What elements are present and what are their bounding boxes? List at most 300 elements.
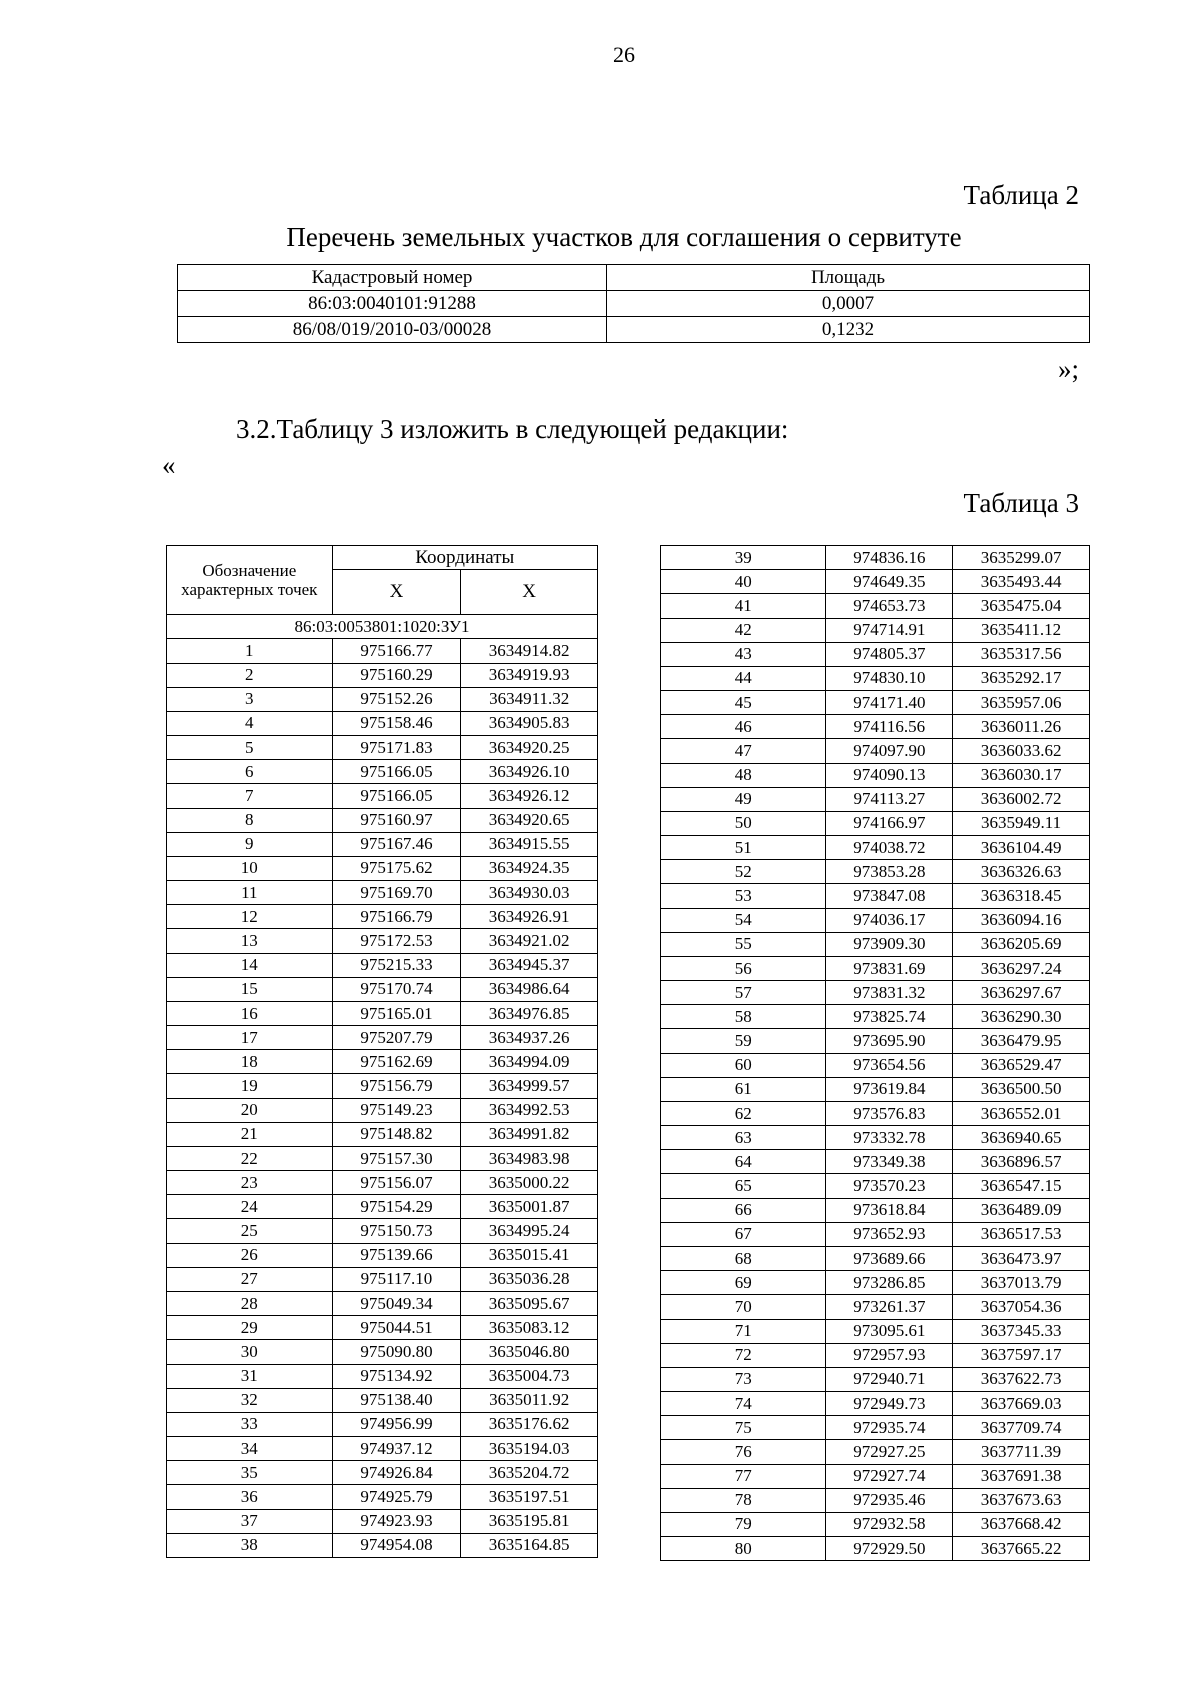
table-row: [167, 1485, 598, 1509]
table-row: [661, 1440, 1090, 1464]
x-coordinate-cell: 975157.30: [332, 1146, 461, 1170]
point-number-cell: 40: [661, 570, 826, 594]
servitude-parcels-table: [177, 264, 1090, 343]
x-coordinate-cell: 974714.91: [826, 618, 953, 642]
table-row: [661, 787, 1090, 811]
x-coordinate-cell: 974036.17: [826, 908, 953, 932]
y-coordinate-cell: 3635411.12: [953, 618, 1090, 642]
x-coordinate-cell: 974171.40: [826, 691, 953, 715]
y-coordinate-cell: 3635164.85: [461, 1533, 598, 1557]
table-row: [661, 1537, 1090, 1561]
table-row: [661, 1222, 1090, 1246]
x-coordinate-cell: 975158.46: [332, 711, 461, 735]
y-coordinate-cell: 3636473.97: [953, 1246, 1090, 1270]
y-coordinate-cell: 3636547.15: [953, 1174, 1090, 1198]
table-row: [661, 1295, 1090, 1319]
table-row: [167, 760, 598, 784]
table-row: [167, 711, 598, 735]
table-row: [661, 1271, 1090, 1295]
table-row: [167, 1050, 598, 1074]
y-coordinate-cell: 3636002.72: [953, 787, 1090, 811]
y-coordinate-cell: 3636297.24: [953, 956, 1090, 980]
point-number-cell: 55: [661, 932, 826, 956]
point-number-cell: 28: [167, 1291, 333, 1315]
x-coordinate-cell: 973095.61: [826, 1319, 953, 1343]
point-number-cell: 21: [167, 1122, 333, 1146]
x-coordinate-cell: 973652.93: [826, 1222, 953, 1246]
table-row: [661, 811, 1090, 835]
point-number-cell: 35: [167, 1461, 333, 1485]
x-coordinate-cell: 975166.77: [332, 639, 461, 663]
table-row: [167, 784, 598, 808]
x-coordinate-cell: 974113.27: [826, 787, 953, 811]
table-row: [167, 1098, 598, 1122]
x-coordinate-cell: 975207.79: [332, 1026, 461, 1050]
x-coordinate-cell: 975172.53: [332, 929, 461, 953]
point-number-cell: 27: [167, 1267, 333, 1291]
y-coordinate-cell: 3637673.63: [953, 1488, 1090, 1512]
point-number-cell: 52: [661, 860, 826, 884]
table-row: [167, 856, 598, 880]
x-coordinate-cell: 974925.79: [332, 1485, 461, 1509]
table-row: [167, 1437, 598, 1461]
y-coordinate-cell: 3636489.09: [953, 1198, 1090, 1222]
x-coordinate-cell: 972932.58: [826, 1512, 953, 1536]
table-row: [661, 763, 1090, 787]
y-coordinate-cell: 3637711.39: [953, 1440, 1090, 1464]
y-coordinate-cell: 3634937.26: [461, 1026, 598, 1050]
table-row: [167, 736, 598, 760]
point-number-cell: 17: [167, 1026, 333, 1050]
y-coordinate-cell: 3636033.62: [953, 739, 1090, 763]
x-coordinate-cell: 973909.30: [826, 932, 953, 956]
point-number-cell: 13: [167, 929, 333, 953]
point-number-cell: 46: [661, 715, 826, 739]
x-coordinate-cell: 974116.56: [826, 715, 953, 739]
y-coordinate-cell: 3634983.98: [461, 1146, 598, 1170]
x-coordinate-cell: 974926.84: [332, 1461, 461, 1485]
table-row: [661, 739, 1090, 763]
y-coordinate-cell: 3635197.51: [461, 1485, 598, 1509]
coordinates-header: Координаты: [332, 546, 597, 570]
table-row: [167, 929, 598, 953]
x-coordinate-cell: 973261.37: [826, 1295, 953, 1319]
y-coordinate-cell: 3637054.36: [953, 1295, 1090, 1319]
x-coordinate-cell: 972935.74: [826, 1416, 953, 1440]
y-coordinate-cell: 3636517.53: [953, 1222, 1090, 1246]
x-coordinate-cell: 975156.79: [332, 1074, 461, 1098]
table-row: [167, 1026, 598, 1050]
x-coordinate-cell: 975044.51: [332, 1316, 461, 1340]
point-number-cell: 70: [661, 1295, 826, 1319]
y-coordinate-cell: 3634905.83: [461, 711, 598, 735]
table-row: [661, 1416, 1090, 1440]
point-number-cell: 32: [167, 1388, 333, 1412]
point-number-cell: 53: [661, 884, 826, 908]
area-cell: 0,1232: [607, 317, 1090, 343]
x-coordinate-cell: 975138.40: [332, 1388, 461, 1412]
table-row: [167, 1388, 598, 1412]
x-coordinate-cell: 975139.66: [332, 1243, 461, 1267]
table-row: [661, 981, 1090, 1005]
y-coordinate-cell: 3634976.85: [461, 1001, 598, 1025]
point-number-cell: 50: [661, 811, 826, 835]
table-row: [661, 1392, 1090, 1416]
x-coordinate-cell: 973853.28: [826, 860, 953, 884]
point-number-cell: 39: [661, 546, 826, 570]
y-coordinate-cell: 3634992.53: [461, 1098, 598, 1122]
point-number-cell: 33: [167, 1412, 333, 1436]
x-coordinate-cell: 975162.69: [332, 1050, 461, 1074]
y-coordinate-cell: 3637345.33: [953, 1319, 1090, 1343]
point-number-cell: 76: [661, 1440, 826, 1464]
point-number-cell: 4: [167, 711, 333, 735]
coordinates-table-right: [660, 545, 1090, 1561]
y-coordinate-cell: 3635195.81: [461, 1509, 598, 1533]
y-coordinate-cell: 3636094.16: [953, 908, 1090, 932]
y-coordinate-cell: 3634926.91: [461, 905, 598, 929]
table-row: [661, 908, 1090, 932]
table-row: [167, 663, 598, 687]
point-number-cell: 60: [661, 1053, 826, 1077]
table-row: [167, 1195, 598, 1219]
point-number-cell: 30: [167, 1340, 333, 1364]
y-coordinate-cell: 3636011.26: [953, 715, 1090, 739]
x-coordinate-cell: 973618.84: [826, 1198, 953, 1222]
y-coordinate-cell: 3636030.17: [953, 763, 1090, 787]
x-coordinate-cell: 973831.32: [826, 981, 953, 1005]
point-number-cell: 72: [661, 1343, 826, 1367]
point-number-cell: 73: [661, 1367, 826, 1391]
point-number-cell: 10: [167, 856, 333, 880]
point-number-cell: 56: [661, 956, 826, 980]
point-number-cell: 71: [661, 1319, 826, 1343]
point-number-cell: 41: [661, 594, 826, 618]
section-heading: 3.2.Таблицу 3 изложить в следующей редакции:: [236, 414, 789, 444]
table-row: [661, 860, 1090, 884]
table-row: [167, 1219, 598, 1243]
x-coordinate-cell: 973349.38: [826, 1150, 953, 1174]
point-number-cell: 1: [167, 639, 333, 663]
point-number-cell: 68: [661, 1246, 826, 1270]
y-coordinate-cell: 3634921.02: [461, 929, 598, 953]
cadastral-number-cell: 86/08/019/2010-03/00028: [178, 317, 607, 343]
y-coordinate-cell: 3634919.93: [461, 663, 598, 687]
x-coordinate-cell: 974836.16: [826, 546, 953, 570]
x-coordinate-cell: 975171.83: [332, 736, 461, 760]
table-row: [167, 808, 598, 832]
point-number-cell: 22: [167, 1146, 333, 1170]
table-row: [661, 1343, 1090, 1367]
point-number-cell: 51: [661, 836, 826, 860]
y-coordinate-cell: 3635299.07: [953, 546, 1090, 570]
table3-label: Таблица 3: [963, 488, 1079, 518]
y-coordinate-cell: 3634999.57: [461, 1074, 598, 1098]
point-number-cell: 75: [661, 1416, 826, 1440]
table-row: [661, 836, 1090, 860]
table-row: [167, 1074, 598, 1098]
table-row: [661, 1319, 1090, 1343]
y-coordinate-cell: 3636290.30: [953, 1005, 1090, 1029]
x-coordinate-cell: 974923.93: [332, 1509, 461, 1533]
x-coordinate-cell: 972927.25: [826, 1440, 953, 1464]
page-number: 26: [613, 42, 635, 67]
x-coordinate-cell: 973695.90: [826, 1029, 953, 1053]
point-number-cell: 48: [661, 763, 826, 787]
table-row: [661, 1101, 1090, 1125]
point-number-cell: 6: [167, 760, 333, 784]
x-coordinate-cell: 975150.73: [332, 1219, 461, 1243]
table-row: [661, 932, 1090, 956]
y-coordinate-cell: 3636104.49: [953, 836, 1090, 860]
table-row: [661, 1488, 1090, 1512]
x-coordinate-cell: 974166.97: [826, 811, 953, 835]
table-row: [661, 1367, 1090, 1391]
table-row: [661, 1150, 1090, 1174]
table-row: [167, 687, 598, 711]
table-row: [661, 546, 1090, 570]
x-coordinate-cell: 975152.26: [332, 687, 461, 711]
y-coordinate-cell: 3637013.79: [953, 1271, 1090, 1295]
point-number-cell: 20: [167, 1098, 333, 1122]
table-row: [167, 1291, 598, 1315]
table-row: [167, 953, 598, 977]
point-number-cell: 16: [167, 1001, 333, 1025]
point-number-cell: 45: [661, 691, 826, 715]
table2-label: Таблица 2: [963, 180, 1079, 210]
x-coordinate-cell: 974097.90: [826, 739, 953, 763]
x-coordinate-cell: 975049.34: [332, 1291, 461, 1315]
y-coordinate-cell: 3636529.47: [953, 1053, 1090, 1077]
y-coordinate-cell: 3635317.56: [953, 642, 1090, 666]
coordinates-table-left: [166, 545, 598, 1558]
closing-quote: »;: [1057, 354, 1079, 384]
table-row: [661, 642, 1090, 666]
y-coordinate-cell: 3637668.42: [953, 1512, 1090, 1536]
y-coordinate-cell: 3634930.03: [461, 881, 598, 905]
y-coordinate-cell: 3635095.67: [461, 1291, 598, 1315]
y-coordinate-cell: 3637709.74: [953, 1416, 1090, 1440]
table-row: [167, 1122, 598, 1146]
area-cell: 0,0007: [607, 291, 1090, 317]
x-coordinate-cell: 975160.97: [332, 808, 461, 832]
table-row: [661, 956, 1090, 980]
x-coordinate-cell: 972935.46: [826, 1488, 953, 1512]
x-coordinate-cell: 974038.72: [826, 836, 953, 860]
y-coordinate-cell: 3637597.17: [953, 1343, 1090, 1367]
table-row: [167, 1461, 598, 1485]
x-coordinate-cell: 975175.62: [332, 856, 461, 880]
table-row: [167, 1533, 598, 1557]
table-row: [167, 977, 598, 1001]
x-coordinate-cell: 974954.08: [332, 1533, 461, 1557]
point-number-cell: 31: [167, 1364, 333, 1388]
y-coordinate-cell: 3636896.57: [953, 1150, 1090, 1174]
table2-heading: Перечень земельных участков для соглашения о сервитуте: [286, 222, 962, 252]
y-coordinate-cell: 3634986.64: [461, 977, 598, 1001]
y-coordinate-cell: 3637669.03: [953, 1392, 1090, 1416]
point-number-cell: 43: [661, 642, 826, 666]
y-coordinate-cell: 3635493.44: [953, 570, 1090, 594]
y-coordinate-cell: 3635036.28: [461, 1267, 598, 1291]
x-coordinate-cell: 975117.10: [332, 1267, 461, 1291]
point-number-cell: 59: [661, 1029, 826, 1053]
point-number-cell: 11: [167, 881, 333, 905]
x-coordinate-cell: 973576.83: [826, 1101, 953, 1125]
point-number-cell: 69: [661, 1271, 826, 1295]
y-coordinate-cell: 3636205.69: [953, 932, 1090, 956]
y-coordinate-cell: 3636552.01: [953, 1101, 1090, 1125]
y-coordinate-cell: 3636318.45: [953, 884, 1090, 908]
table-row: [178, 317, 1090, 343]
x-coordinate-cell: 974956.99: [332, 1412, 461, 1436]
table-row: [661, 1246, 1090, 1270]
y-coordinate-cell: 3634926.10: [461, 760, 598, 784]
x-coordinate-cell: 975166.05: [332, 784, 461, 808]
x-coordinate-cell: 973825.74: [826, 1005, 953, 1029]
point-number-cell: 5: [167, 736, 333, 760]
y-coordinate-cell: 3634994.09: [461, 1050, 598, 1074]
point-number-cell: 29: [167, 1316, 333, 1340]
table-row: [661, 1464, 1090, 1488]
x-coordinate-cell: 973619.84: [826, 1077, 953, 1101]
point-number-cell: 25: [167, 1219, 333, 1243]
table-row: [167, 1267, 598, 1291]
x-coordinate-cell: 975134.92: [332, 1364, 461, 1388]
y-coordinate-cell: 3634920.65: [461, 808, 598, 832]
x-coordinate-cell: 975215.33: [332, 953, 461, 977]
point-number-cell: 18: [167, 1050, 333, 1074]
table-row: [661, 1077, 1090, 1101]
point-number-cell: 38: [167, 1533, 333, 1557]
point-number-cell: 79: [661, 1512, 826, 1536]
table-row: [167, 639, 598, 663]
point-number-cell: 62: [661, 1101, 826, 1125]
table-row: [661, 1053, 1090, 1077]
table-row: [167, 1171, 598, 1195]
x-coordinate-cell: 974653.73: [826, 594, 953, 618]
x-coordinate-cell: 974090.13: [826, 763, 953, 787]
x-coordinate-cell: 975170.74: [332, 977, 461, 1001]
x-coordinate-cell: 972929.50: [826, 1537, 953, 1561]
point-number-cell: 63: [661, 1126, 826, 1150]
table-row: [167, 1001, 598, 1025]
table-row: [167, 1364, 598, 1388]
y-coordinate-cell: 3635004.73: [461, 1364, 598, 1388]
point-number-cell: 9: [167, 832, 333, 856]
x-coordinate-cell: 974830.10: [826, 666, 953, 690]
point-designation-header: Обозначение характерных точек: [167, 546, 333, 615]
y-coordinate-cell: 3635046.80: [461, 1340, 598, 1364]
y-coordinate-cell: 3634945.37: [461, 953, 598, 977]
point-number-cell: 47: [661, 739, 826, 763]
table-row: [661, 884, 1090, 908]
y-coordinate-cell: 3637665.22: [953, 1537, 1090, 1561]
x-coordinate-cell: 973332.78: [826, 1126, 953, 1150]
table-row: [167, 881, 598, 905]
y-coordinate-cell: 3634995.24: [461, 1219, 598, 1243]
x-coordinate-cell: 974937.12: [332, 1437, 461, 1461]
point-number-cell: 8: [167, 808, 333, 832]
point-number-cell: 49: [661, 787, 826, 811]
x-coordinate-cell: 975167.46: [332, 832, 461, 856]
y-coordinate-cell: 3637691.38: [953, 1464, 1090, 1488]
y-coordinate-cell: 3635204.72: [461, 1461, 598, 1485]
y-coordinate-cell: 3634926.12: [461, 784, 598, 808]
point-number-cell: 67: [661, 1222, 826, 1246]
x-coordinate-cell: 973286.85: [826, 1271, 953, 1295]
point-number-cell: 78: [661, 1488, 826, 1512]
point-number-cell: 61: [661, 1077, 826, 1101]
x-coordinate-cell: 975156.07: [332, 1171, 461, 1195]
x-coordinate-cell: 975148.82: [332, 1122, 461, 1146]
point-number-cell: 26: [167, 1243, 333, 1267]
point-number-cell: 34: [167, 1437, 333, 1461]
x-coordinate-cell: 972927.74: [826, 1464, 953, 1488]
table-row: [167, 1412, 598, 1436]
table-row: [661, 1174, 1090, 1198]
y-coordinate-cell: 3636940.65: [953, 1126, 1090, 1150]
table-row: [167, 1316, 598, 1340]
x-coordinate-cell: 973847.08: [826, 884, 953, 908]
point-number-cell: 19: [167, 1074, 333, 1098]
point-number-cell: 77: [661, 1464, 826, 1488]
x-coordinate-cell: 973570.23: [826, 1174, 953, 1198]
point-number-cell: 64: [661, 1150, 826, 1174]
table-row: [167, 1509, 598, 1533]
table-row: [661, 1198, 1090, 1222]
y-coordinate-cell: 3634924.35: [461, 856, 598, 880]
x-coordinate-cell: 975169.70: [332, 881, 461, 905]
x-coordinate-cell: 973689.66: [826, 1246, 953, 1270]
point-number-cell: 66: [661, 1198, 826, 1222]
table-row: [661, 1029, 1090, 1053]
table-row: [661, 1005, 1090, 1029]
point-number-cell: 2: [167, 663, 333, 687]
x-coordinate-cell: 974649.35: [826, 570, 953, 594]
table-row: [661, 691, 1090, 715]
y-coordinate-cell: 3634911.32: [461, 687, 598, 711]
area-header: Площадь: [607, 265, 1090, 291]
table-row: [167, 1146, 598, 1170]
x-coordinate-cell: 972957.93: [826, 1343, 953, 1367]
point-number-cell: 80: [661, 1537, 826, 1561]
y-coordinate-cell: 3635475.04: [953, 594, 1090, 618]
table-header-row: [167, 546, 598, 570]
point-number-cell: 58: [661, 1005, 826, 1029]
y-coordinate-cell: 3634915.55: [461, 832, 598, 856]
y-coordinate-cell: 3635194.03: [461, 1437, 598, 1461]
point-number-cell: 74: [661, 1392, 826, 1416]
table-row: [661, 715, 1090, 739]
y-coordinate-cell: 3635949.11: [953, 811, 1090, 835]
y-coordinate-cell: 3635001.87: [461, 1195, 598, 1219]
table-row: [167, 832, 598, 856]
x-coordinate-cell: 975165.01: [332, 1001, 461, 1025]
point-number-cell: 7: [167, 784, 333, 808]
point-number-cell: 23: [167, 1171, 333, 1195]
y-coordinate-cell: 3635000.22: [461, 1171, 598, 1195]
cadastral-number-cell: 86:03:0040101:91288: [178, 291, 607, 317]
parcel-number: 86:03:0053801:1020:ЗУ1: [167, 615, 598, 639]
opening-quote: «: [162, 450, 176, 480]
x-coordinate-cell: 972949.73: [826, 1392, 953, 1416]
point-number-cell: 44: [661, 666, 826, 690]
y-coordinate-cell: 3634914.82: [461, 639, 598, 663]
x-coordinate-header: X: [332, 570, 461, 615]
y-coordinate-cell: 3636500.50: [953, 1077, 1090, 1101]
table-header-row: [178, 265, 1090, 291]
